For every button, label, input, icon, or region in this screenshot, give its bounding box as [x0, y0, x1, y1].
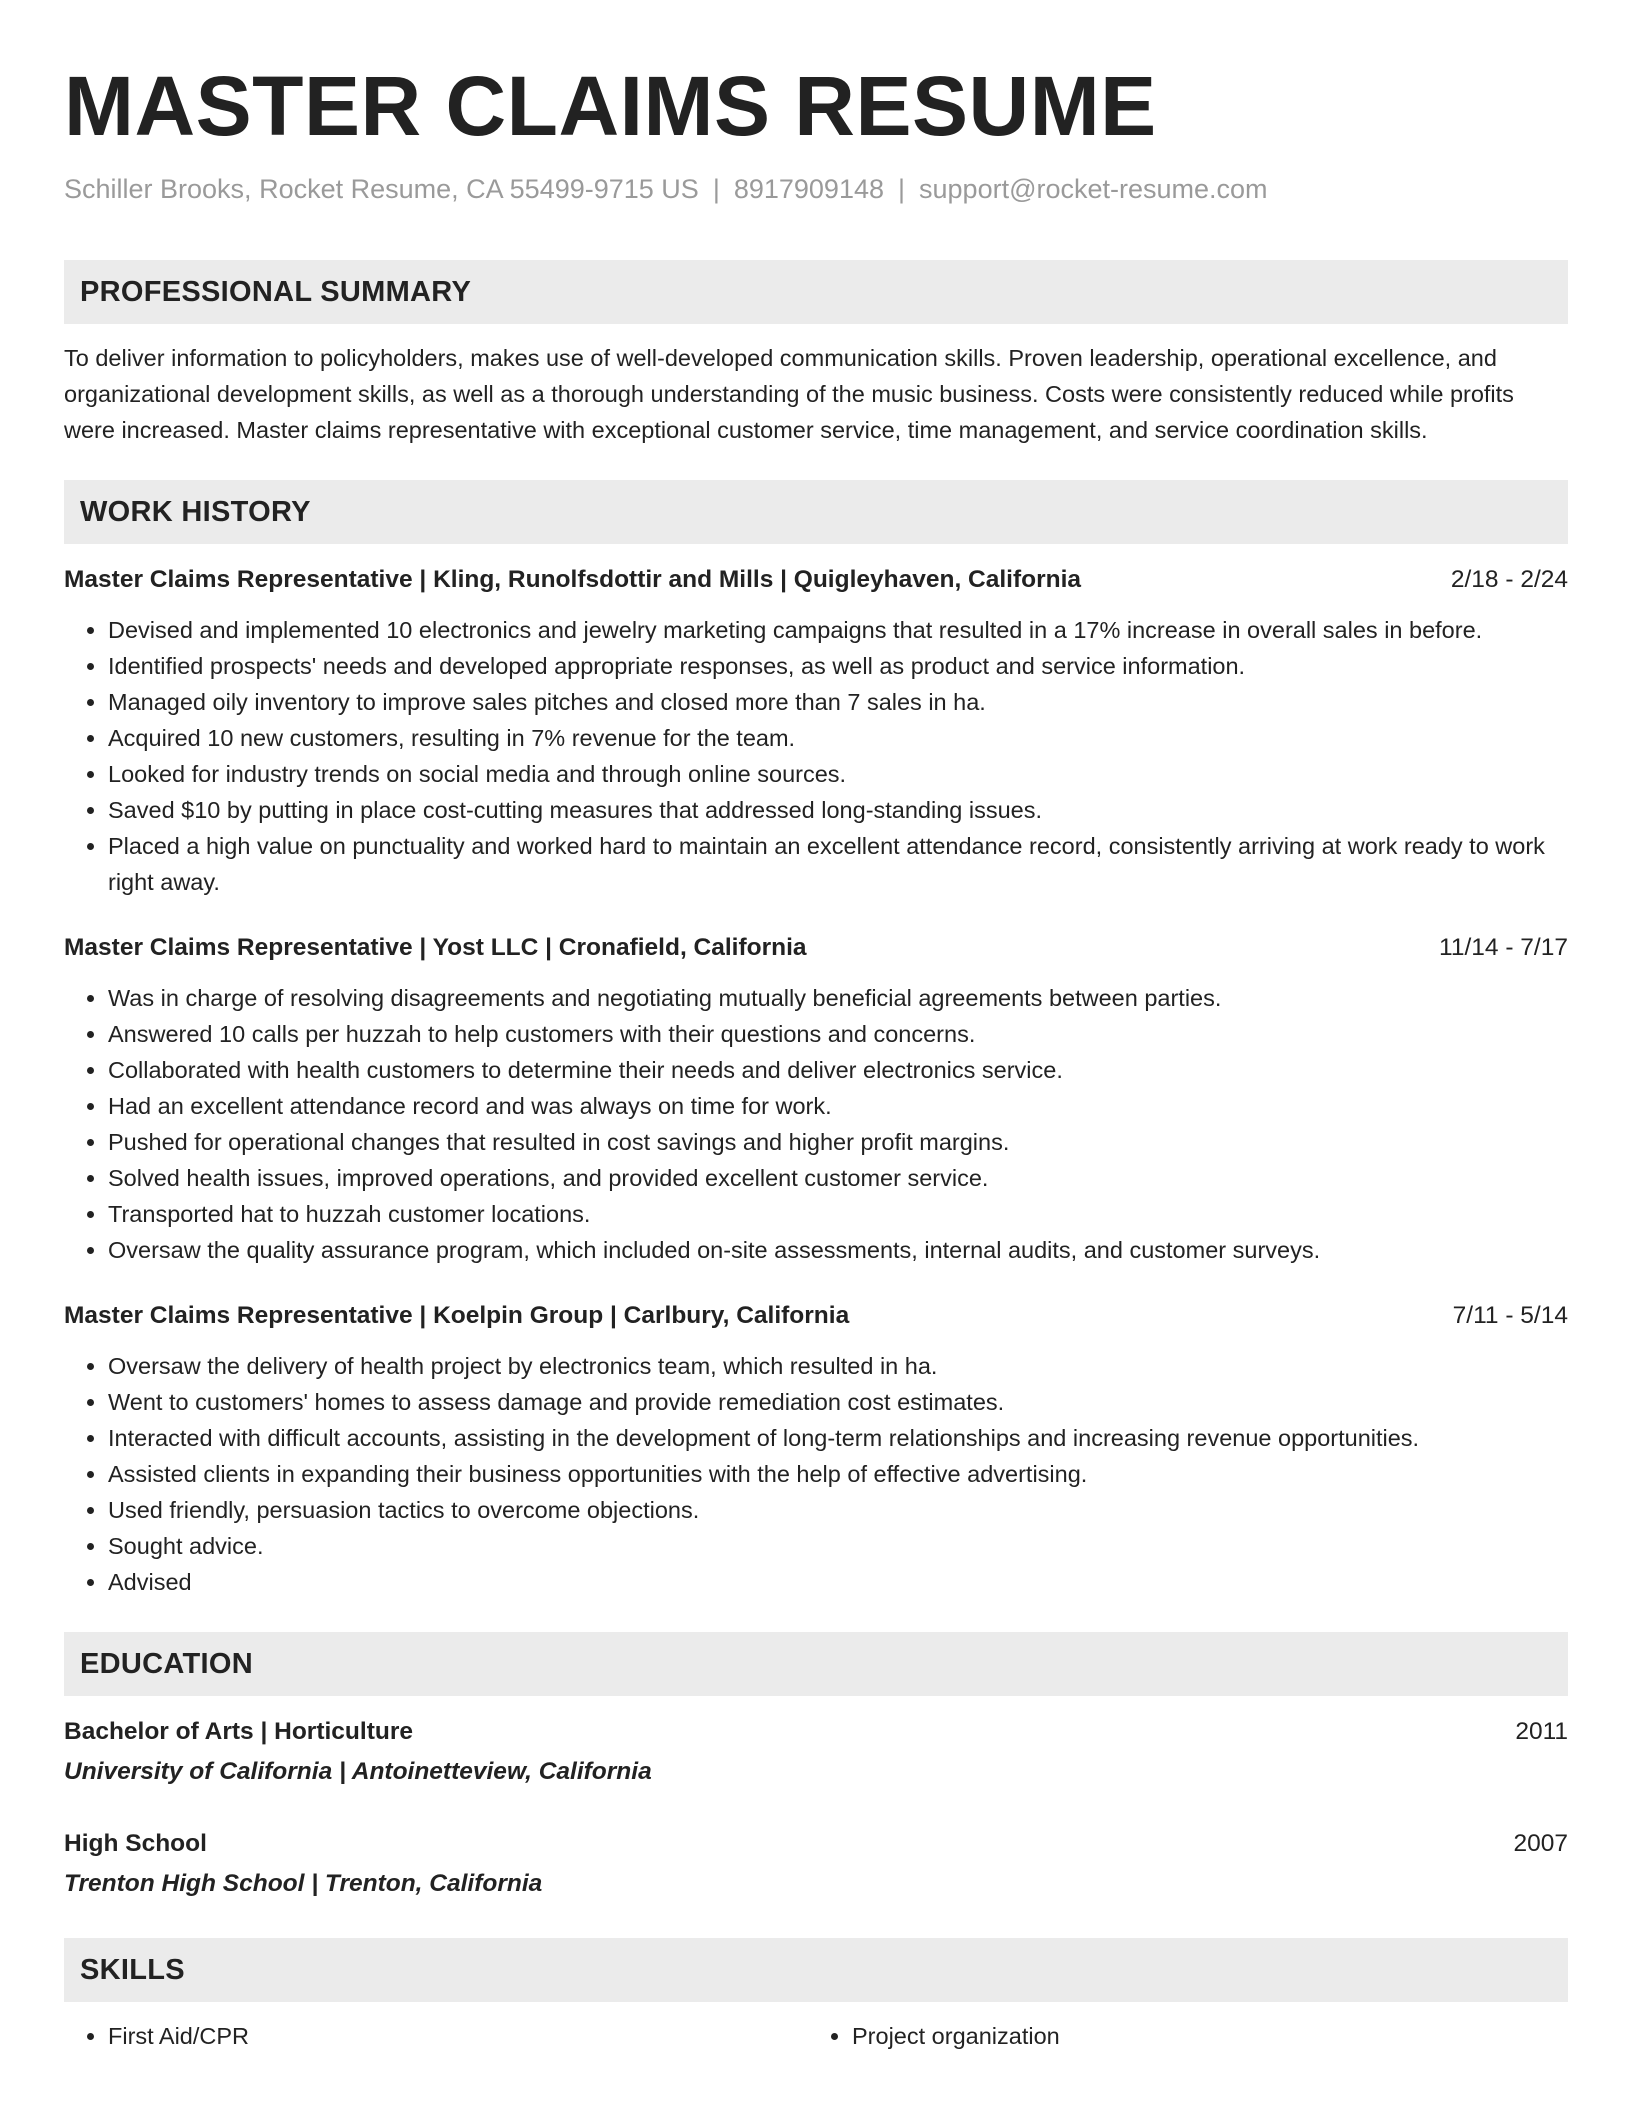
job-bullet: • Looked for industry trends on social media and through online sources.: [108, 756, 1568, 792]
job-bullet: • Transported hat to huzzah customer locations.: [108, 1196, 1568, 1232]
job-bullet: • Managed oily inventory to improve sales pitches and closed more than 7 sales in ha.: [108, 684, 1568, 720]
job-bullet: • Oversaw the delivery of health project by electronics team, which resulted in ha.: [108, 1348, 1568, 1384]
job-title: Master Claims Representative | Kling, Runolfsdottir and Mills | Quigleyhaven, California: [64, 566, 1082, 593]
skill-item: • First Aid/CPR: [108, 2018, 808, 2054]
job-dates: 2/18 - 2/24: [1450, 566, 1568, 593]
job-bullet: • Identified prospects' needs and developed appropriate responses, as well as product and service information.: [108, 648, 1568, 684]
job-bullet: • Devised and implemented 10 electronics and jewelry marketing campaigns that resulted in a 17% increase in overall sales in before.: [108, 612, 1568, 648]
job-dates: 11/14 - 7/17: [1439, 934, 1568, 961]
contact-address: Schiller Brooks, Rocket Resume, CA 55499-9715 US: [64, 174, 699, 204]
job-bullet: • Acquired 10 new customers, resulting in 7% revenue for the team.: [108, 720, 1568, 756]
job-bullets: [64, 612, 1568, 900]
education-degree: Bachelor of Arts | Horticulture: [64, 1718, 413, 1745]
job-bullet: • Oversaw the quality assurance program, which included on-site assessments, internal audits, and customer surveys.: [108, 1232, 1568, 1268]
resume-page: [64, 0, 1568, 2054]
skills-section-header: SKILLS: [64, 1938, 1568, 2002]
job-bullet: • Went to customers' homes to assess damage and provide remediation cost estimates.: [108, 1384, 1568, 1420]
contact-line: [64, 172, 1568, 206]
education-degree: High School: [64, 1830, 207, 1857]
education-entry: [64, 1714, 1568, 1790]
skill-item: • Project organization: [852, 2018, 1552, 2054]
job-title: Master Claims Representative | Koelpin Group | Carlbury, California: [64, 1302, 850, 1329]
education-section-header: EDUCATION: [64, 1632, 1568, 1696]
resume-title: MASTER CLAIMS RESUME: [64, 59, 1157, 153]
job-bullet: • Had an excellent attendance record and was always on time for work.: [108, 1088, 1568, 1124]
job-entry: [64, 1298, 1568, 1600]
job-entry: [64, 930, 1568, 1268]
job-bullets: [64, 1348, 1568, 1600]
job-bullet: • Placed a high value on punctuality and worked hard to maintain an excellent attendance record, consistently arriving at work ready to work right away.: [108, 828, 1568, 900]
skills-list: [64, 2018, 1568, 2054]
job-bullet: • Sought advice.: [108, 1528, 1568, 1564]
summary-text: To deliver information to policyholders, makes use of well-developed communication skills. Proven leadership, operational excellence, and organizational development skills, as well as a thorough understanding of the music business. Costs were consistently reduced while profits were increased. Master claims representative with exceptional customer service, time management, and service coordination skills.: [64, 345, 1514, 443]
job-bullet: • Collaborated with health customers to determine their needs and deliver electronics service.: [108, 1052, 1568, 1088]
job-bullet: • Answered 10 calls per huzzah to help customers with their questions and concerns.: [108, 1016, 1568, 1052]
job-bullet: • Advised: [108, 1564, 1568, 1600]
summary-section-header: PROFESSIONAL SUMMARY: [64, 260, 1568, 324]
job-bullet: • Solved health issues, improved operations, and provided excellent customer service.: [108, 1160, 1568, 1196]
contact-separator: |: [712, 174, 720, 204]
job-header: [64, 562, 1568, 598]
education-school: University of California | Antoinetteview, California: [64, 1758, 652, 1785]
job-bullet: • Was in charge of resolving disagreements and negotiating mutually beneficial agreements between parties.: [108, 980, 1568, 1016]
job-bullet: • Pushed for operational changes that resulted in cost savings and higher profit margins.: [108, 1124, 1568, 1160]
work-history-section-header: WORK HISTORY: [64, 480, 1568, 544]
skills-column-left: [64, 2018, 808, 2054]
job-dates: 7/11 - 5/14: [1452, 1302, 1568, 1329]
job-header: [64, 930, 1568, 966]
contact-email: support@rocket-resume.com: [919, 174, 1268, 204]
job-bullet: • Used friendly, persuasion tactics to overcome objections.: [108, 1492, 1568, 1528]
job-bullet: • Interacted with difficult accounts, assisting in the development of long-term relationships and increasing revenue opportunities.: [108, 1420, 1568, 1456]
job-bullet: • Saved $10 by putting in place cost-cutting measures that addressed long-standing issues.: [108, 792, 1568, 828]
job-entry: [64, 562, 1568, 900]
job-bullet: • Assisted clients in expanding their business opportunities with the help of effective advertising.: [108, 1456, 1568, 1492]
education-year: 2007: [1513, 1830, 1568, 1857]
contact-phone: 8917909148: [733, 174, 884, 204]
education-header: [64, 1826, 1568, 1862]
education-school: Trenton High School | Trenton, California: [64, 1870, 543, 1897]
job-header: [64, 1298, 1568, 1334]
education-header: [64, 1714, 1568, 1750]
education-entry: [64, 1826, 1568, 1902]
job-title: Master Claims Representative | Yost LLC | Cronafield, California: [64, 934, 807, 961]
skills-column-right: [808, 2018, 1552, 2054]
job-bullets: [64, 980, 1568, 1268]
education-year: 2011: [1515, 1718, 1568, 1745]
contact-separator: |: [898, 174, 906, 204]
